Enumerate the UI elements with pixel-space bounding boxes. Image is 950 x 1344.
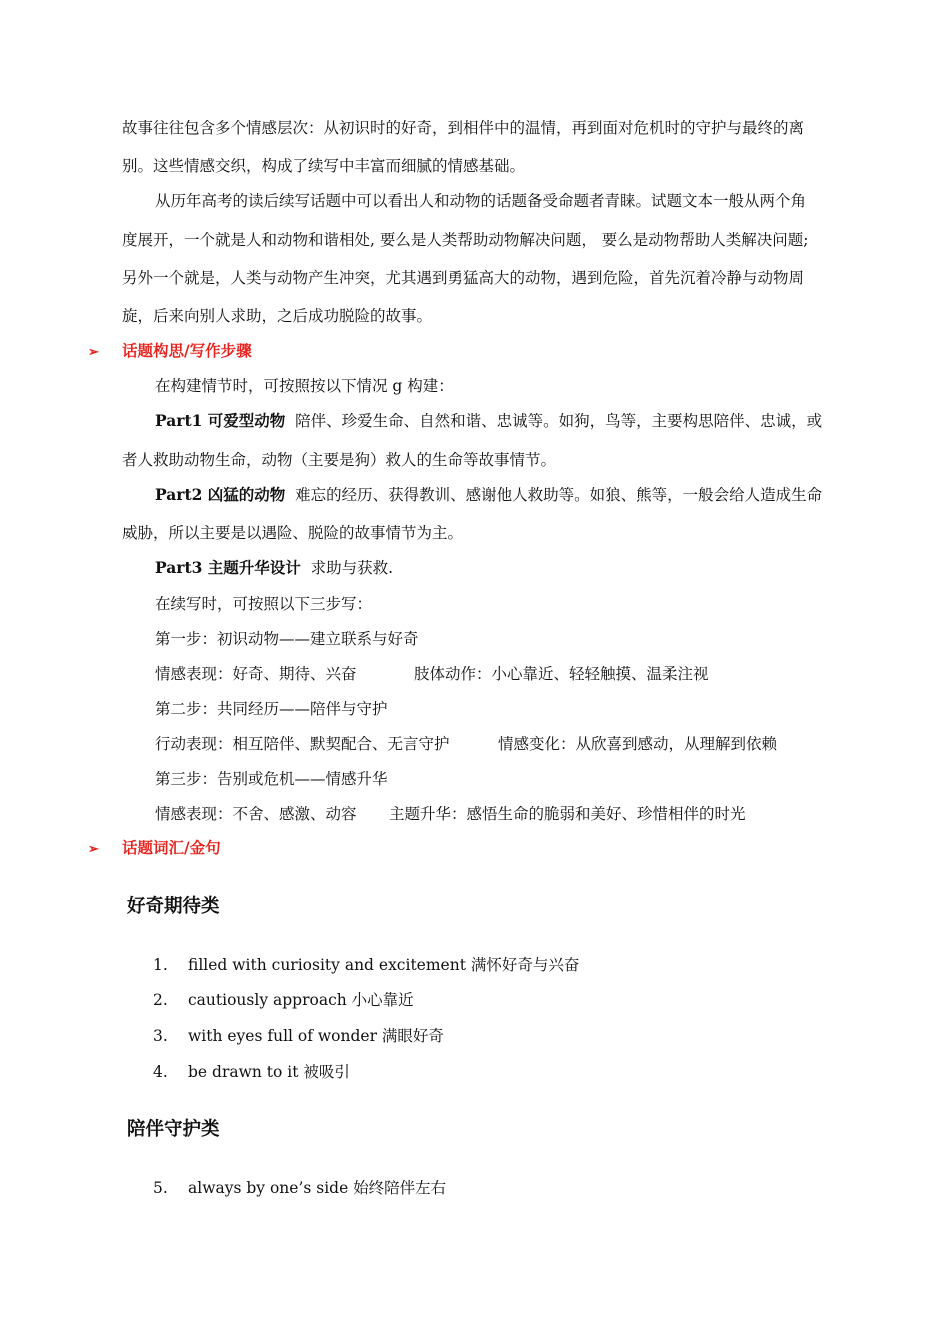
step3-theme: 主题升华：感悟生命的脆弱和美好、珍惜相伴的时光 [389,805,746,823]
list-item [153,1026,444,1046]
intro-line: 从历年高考的读后续写话题中可以看出人和动物的话题备受命题者青睐。试题文本一般从两个角 [155,192,807,210]
step3-emotion: 情感表现：不舍、感激、动容 [155,805,357,823]
list-number: 5. [153,1179,168,1197]
section-heading-vocabulary [88,838,221,860]
vocab-group-title: 陪伴守护类 [127,1119,220,1140]
step2-emotion: 情感变化：从欣喜到感动，从理解到依赖 [498,735,778,753]
part2-line [155,485,822,505]
list-number: 4. [153,1063,168,1081]
list-text: cautiously approach 小心靠近 [188,991,414,1009]
list-text: filled with curiosity and excitement 满怀好奇与兴奋 [188,956,580,974]
arrow-bullet-icon: ➢ [88,345,99,360]
step3-title: 第三步：告别或危机——情感升华 [155,770,388,788]
part2-text-cont: 威胁，所以主要是以遇险、脱险的故事情节为主。 [122,524,464,542]
list-number: 2. [153,991,168,1009]
step2-title: 第二步：共同经历——陪伴与守护 [155,700,388,718]
intro-line: 别。这些情感交织，构成了续写中丰富而细腻的情感基础。 [122,157,526,175]
list-item [153,1178,446,1198]
section-heading-writing-steps [88,341,252,363]
list-item [153,955,579,975]
list-number: 3. [153,1027,168,1045]
part3-text: 求助与获救. [310,559,394,577]
step1-action: 肢体动作：小心靠近、轻轻触摸、温柔注视 [414,665,709,683]
part2-label: Part2 凶猛的动物 [155,485,286,504]
part1-text: 陪伴、珍爱生命、自然和谐、忠诚等。如狗，鸟等，主要构思陪伴、忠诚，或 [295,412,823,430]
intro-line: 另外一个就是，人类与动物产生冲突，尤其遇到勇猛高大的动物，遇到危险，首先沉着冷静与动物周 [122,269,805,287]
intro-line: 度展开，一个就是人和动物和谐相处, 要么是人类帮助动物解决问题， 要么是动物帮助人类解决问题; [122,231,809,249]
list-item [153,990,414,1010]
part1-line [155,411,822,431]
steps-lead: 在续写时，可按照以下三步写： [155,595,373,613]
arrow-bullet-icon: ➢ [88,842,99,857]
intro-line: 故事往往包含多个情感层次：从初识时的好奇，到相伴中的温情，再到面对危机时的守护与最终的离 [122,119,805,137]
step1-title: 第一步：初识动物——建立联系与好奇 [155,630,419,648]
section-title: 话题词汇/金句 [122,838,221,857]
step2-action: 行动表现：相互陪伴、默契配合、无言守护 [155,735,450,753]
list-text: with eyes full of wonder 满眼好奇 [188,1027,444,1045]
step1-emotion: 情感表现：好奇、期待、兴奋 [155,665,357,683]
part1-text-cont: 者人救助动物生命，动物（主要是狗）救人的生命等故事情节。 [122,451,557,469]
part3-line [155,558,393,578]
list-text: always by one’s side 始终陪伴左右 [188,1179,447,1197]
section-lead: 在构建情节时，可按照按以下情况 g 构建： [155,377,454,395]
list-item [153,1062,350,1082]
part3-label: Part3 主题升华设计 [155,558,301,577]
part1-label: Part1 可爱型动物 [155,411,286,430]
vocab-group-title: 好奇期待类 [127,896,220,917]
list-text: be drawn to it 被吸引 [188,1063,350,1081]
part2-text: 难忘的经历、获得教训、感谢他人救助等。如狼、熊等，一般会给人造成生命 [295,486,823,504]
list-number: 1. [153,956,168,974]
section-title: 话题构思/写作步骤 [122,341,252,360]
intro-line: 旋，后来向别人求助，之后成功脱险的故事。 [122,307,433,325]
